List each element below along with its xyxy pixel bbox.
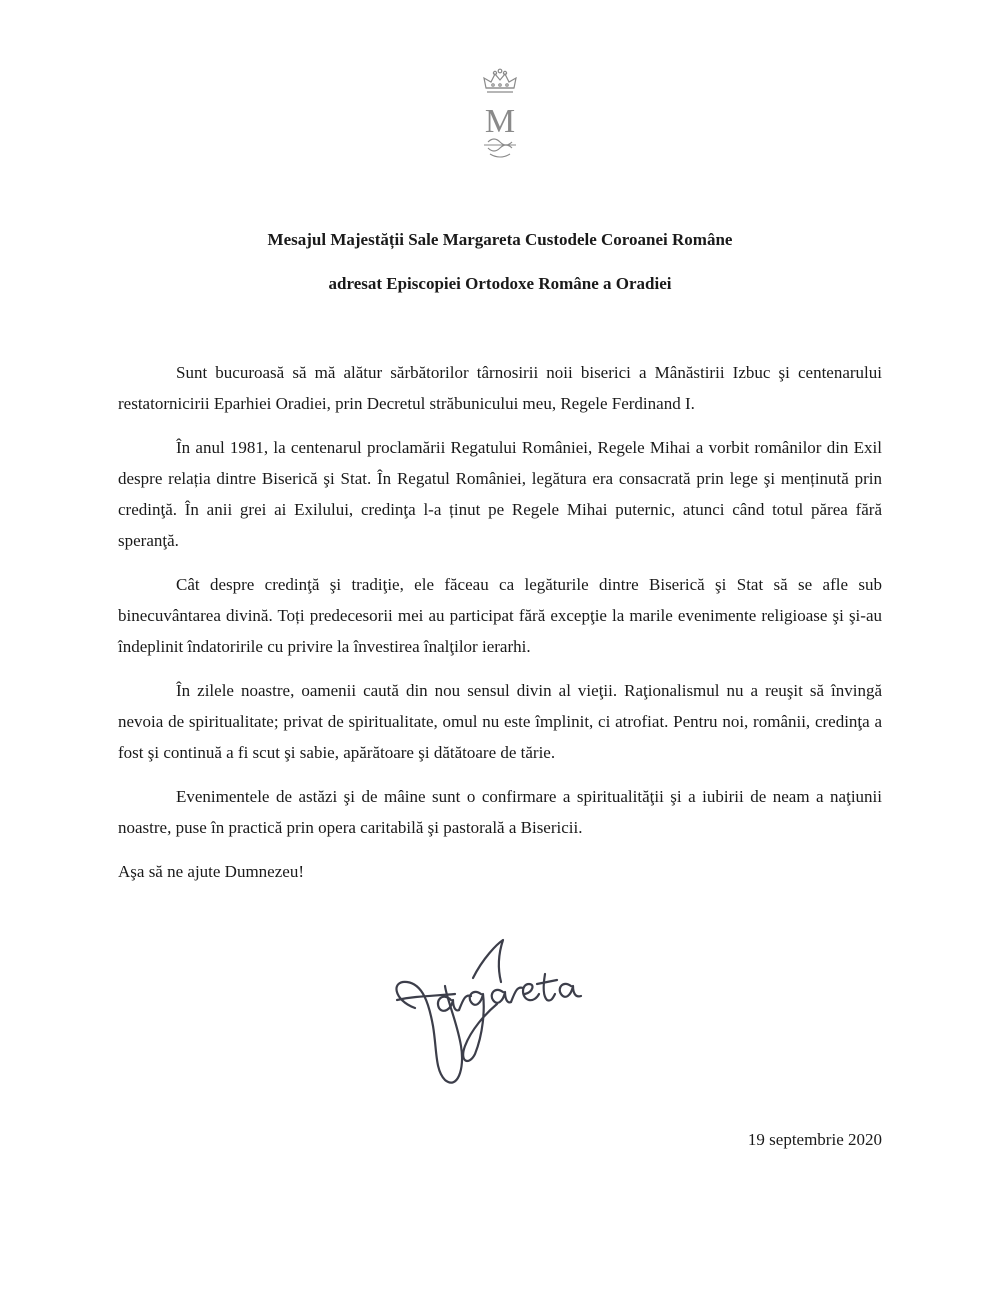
closing-line: Aşa să ne ajute Dumnezeu! bbox=[118, 862, 304, 881]
paragraph: Evenimentele de astăzi şi de mâine sunt o confirmare a spiritualităţii şi a iubirii de neam a naţiunii noastre, puse în practică prin opera caritabilă şi pastorală a Bisericii. bbox=[118, 787, 882, 837]
handwritten-signature-icon bbox=[385, 930, 615, 1095]
paragraph: În anul 1981, la centenarul proclamării Regatului României, Regele Mihai a vorbit românilor din Exil despre relația dintre Biserică şi Stat. În Regatul României, legătura era consacrată prin lege şi menținută prin credinţă. În anii grei ai Exilului, credinţa l-a ținut pe Regele Mihai puternic, atunci când totul părea fără speranţă. bbox=[118, 438, 882, 550]
monogram-letter: M bbox=[484, 103, 516, 140]
letter-date: 19 septembrie 2020 bbox=[747, 1130, 882, 1149]
paragraph: Sunt bucuroasă să mă alătur sărbătorilor târnosirii noii biserici a Mânăstirii Izbuc şi centenarului restatornicirii Eparhiei Oradiei, prin Decretul străbunicului meu, Regele Ferdinand I. bbox=[118, 363, 882, 413]
letter-title: Mesajul Majestății Sale Margareta Custodele Coroanei Române bbox=[267, 230, 733, 249]
crown-monogram-icon bbox=[470, 68, 530, 164]
letter-body bbox=[118, 357, 882, 900]
letter-subtitle: adresat Episcopiei Ortodoxe Române a Oradiei bbox=[328, 274, 672, 293]
paragraph: În zilele noastre, oamenii caută din nou sensul divin al vieţii. Raţionalismul nu a reuşit să învingă nevoia de spiritualitate; privat de spiritualitate, omul nu este împlinit, ci atrofiat. Pentru noi, românii, credinţa a fost şi continuă a fi scut şi sabie, apărătoare şi dătătoare de tărie. bbox=[118, 681, 882, 762]
paragraph: Cât despre credinţă şi tradiţie, ele făceau ca legăturile dintre Biserică şi Stat să se afle sub binecuvântarea divină. Toți predecesorii mei au participat fără excepţie la marile evenimente religioase şi şi-au îndeplinit îndatoririle cu privire la învestirea înalţilor ierarhi. bbox=[118, 575, 882, 656]
